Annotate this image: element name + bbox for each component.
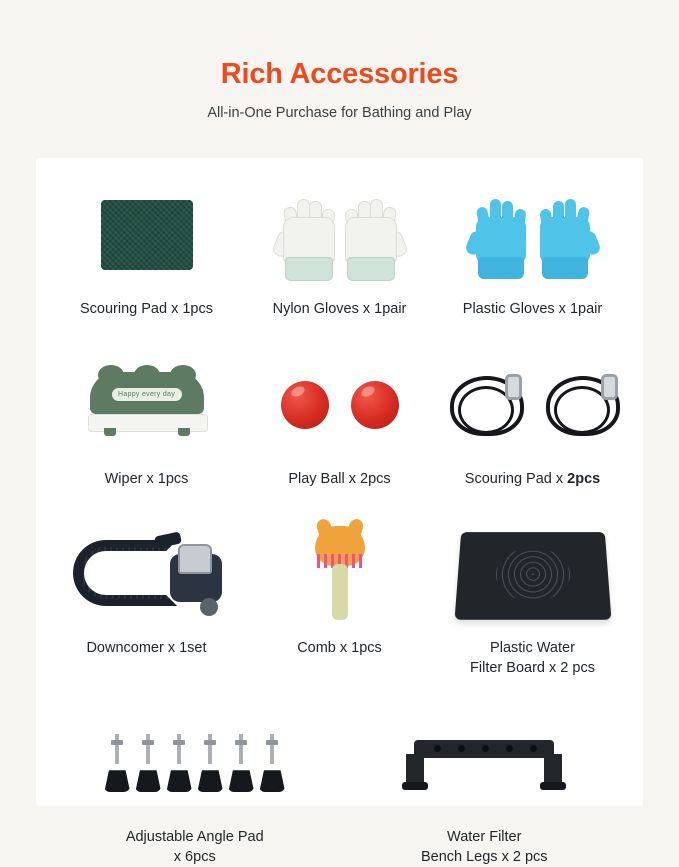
- row-spacer: [50, 678, 629, 708]
- item-comb: [243, 519, 436, 678]
- item-caption: Comb x 1pcs: [297, 640, 382, 657]
- item-plastic-gloves: [436, 180, 629, 320]
- wiper-label: Happy every day: [112, 388, 182, 401]
- downcomer-icon: [50, 519, 243, 629]
- play-ball-icon: [243, 350, 436, 460]
- plastic-gloves-icon: [436, 180, 629, 290]
- item-caption-line1: Water Filter: [447, 829, 522, 846]
- item-caption-line1: Plastic Water: [490, 640, 575, 657]
- accessories-row: [50, 350, 629, 490]
- item-caption: Nylon Gloves x 1pair: [272, 301, 407, 317]
- page-title: Rich Accessories: [220, 58, 459, 90]
- accessories-row: [50, 708, 629, 867]
- item-caption: Play Ball x 2pcs: [288, 470, 391, 487]
- item-wiper: [50, 350, 243, 490]
- item-angle-pad: [50, 708, 340, 867]
- item-caption-line2: x 6pcs: [173, 848, 216, 865]
- accessories-row: [50, 519, 629, 678]
- item-caption: [470, 639, 595, 678]
- page-subtitle: All-in-One Purchase for Bathing and Play: [207, 105, 472, 121]
- accessories-row: [50, 180, 629, 320]
- item-caption: Downcomer x 1set: [86, 640, 207, 657]
- row-spacer: [50, 489, 629, 519]
- filter-board-icon: [436, 519, 629, 629]
- comb-icon: [243, 519, 436, 629]
- item-caption: Plastic Gloves x 1pair: [462, 301, 603, 317]
- item-caption-emphasis: 2pcs: [567, 470, 601, 487]
- accessories-card: [36, 158, 643, 865]
- scouring-pad-icon: [50, 180, 243, 290]
- page-header: [0, 0, 679, 121]
- bench-legs-icon: [340, 708, 630, 818]
- item-filter-board: [436, 519, 629, 678]
- item-caption-line1: Adjustable Angle Pad: [125, 829, 264, 846]
- row-spacer: [50, 320, 629, 350]
- item-caption: Scouring Pad x 1pcs: [80, 301, 213, 317]
- angle-pad-icon: [50, 708, 340, 818]
- accessories-grid: [36, 158, 643, 867]
- item-caption: Wiper x 1pcs: [104, 470, 189, 487]
- item-scouring-pad-2: [436, 350, 629, 490]
- item-nylon-gloves: [243, 180, 436, 320]
- item-caption-line2: Bench Legs x 2 pcs: [420, 848, 548, 865]
- item-downcomer: [50, 519, 243, 678]
- item-scouring-pad: [50, 180, 243, 320]
- item-bench-legs: [340, 708, 630, 867]
- nylon-gloves-icon: [243, 180, 436, 290]
- wiper-icon: [50, 350, 243, 460]
- item-caption: [421, 828, 548, 867]
- rope-icon: [436, 350, 629, 460]
- item-caption: [465, 470, 600, 490]
- item-play-ball: [243, 350, 436, 490]
- item-caption-line2: Filter Board x 2 pcs: [470, 659, 595, 676]
- item-caption: [126, 828, 264, 867]
- item-caption-text: Scouring Pad x: [464, 470, 568, 487]
